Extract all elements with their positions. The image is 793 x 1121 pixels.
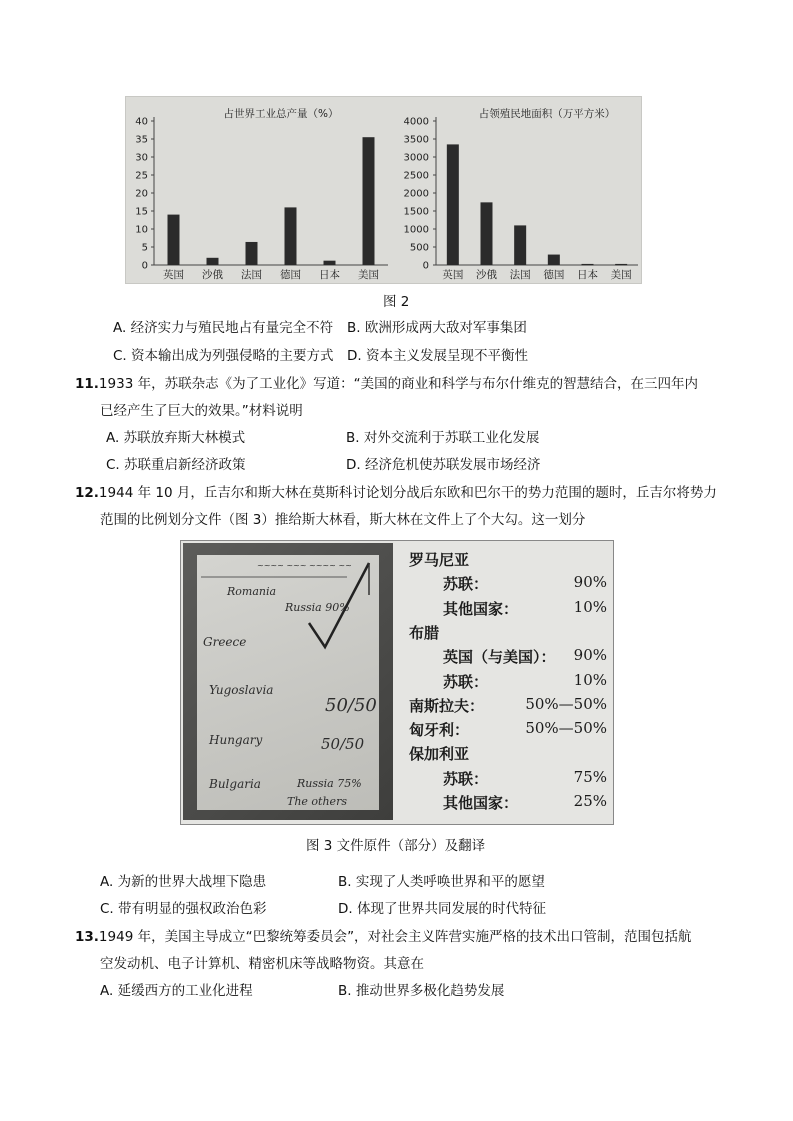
q13-option-b: B. 推动世界多极化趋势发展 — [338, 983, 505, 999]
y-tick-label: 0 — [141, 260, 148, 272]
chart-title: 占世界工业总产量（%） — [223, 108, 339, 120]
translation-value: 75% — [573, 767, 607, 786]
translation-label: 布腊 — [409, 623, 440, 642]
q12-stem-line-1 — [75, 483, 717, 503]
figure-3-caption: 图 3 文件原件（部分）及翻译 — [306, 838, 486, 854]
bar-2 — [481, 202, 493, 265]
q13-stem-text-1: 1949 年，美国主导成立“巴黎统筹委员会”，对社会主义阵营实施严格的技术出口管制，范围包括航 — [98, 929, 692, 945]
translation-label: 南斯拉夫： — [409, 696, 485, 715]
translation-value: 90% — [573, 646, 607, 665]
q12-stem-text-1: 1944 年 10 月，丘吉尔和斯大林在莫斯科讨论划分战后东欧和巴尔干的势力范围的题时，丘吉尔将势力 — [98, 485, 717, 501]
q11-option-a: A. 苏联放弃斯大林模式 — [106, 430, 246, 446]
q13-stem-line-2: 空发动机、电子计算机、精密机床等战略物资。其意在 — [100, 956, 424, 972]
y-tick-label: 2500 — [403, 170, 429, 182]
q12-option-d: D. 体现了世界共同发展的时代特征 — [338, 901, 546, 917]
bar-5 — [582, 264, 594, 266]
q11-stem-line-2: 已经产生了巨大的效果。”材料说明 — [100, 403, 303, 419]
y-tick-label: 15 — [135, 206, 148, 218]
handwriting-hungary: Hungary — [209, 733, 263, 747]
y-tick-label: 3000 — [403, 152, 429, 164]
category-label: 美国 — [358, 269, 379, 281]
bar-4 — [285, 207, 297, 265]
y-tick-label: 20 — [135, 188, 148, 200]
figure-3-paper — [197, 555, 379, 810]
chart-title: 占领殖民地面积（万平方米） — [478, 108, 616, 120]
handwriting-russia-75: Russia 75% — [297, 777, 362, 790]
handwriting-greece: Greece — [203, 635, 247, 649]
y-tick-label: 5 — [141, 242, 148, 254]
handwriting-hungary-ratio: 50/50 — [321, 735, 365, 753]
q10-option-d: D. 资本主义发展呈现不平衡性 — [347, 348, 528, 364]
translation-label: 匈牙利： — [409, 721, 470, 740]
q13-number: 13. — [75, 929, 99, 945]
bar-6 — [363, 137, 375, 265]
translation-label: 罗马尼亚 — [409, 551, 470, 569]
figure-2 — [125, 96, 642, 284]
q11-stem-text-1: 1933 年，苏联杂志《为了工业化》写道：“美国的商业和科学与布尔什维克的智慧结合，在三四年内 — [98, 376, 699, 392]
translation-value: 10% — [573, 670, 607, 689]
category-label: 法国 — [241, 269, 262, 281]
category-label: 法国 — [509, 269, 531, 281]
bar-1 — [168, 215, 180, 265]
category-label: 英国 — [163, 269, 184, 281]
bar-2 — [207, 258, 219, 265]
y-tick-label: 40 — [135, 116, 148, 128]
y-tick-label: 25 — [135, 170, 148, 182]
handwriting-the-others: The others — [287, 795, 347, 808]
q10-option-a: A. 经济实力与殖民地占有量完全不符 — [113, 320, 334, 336]
figure-2-charts — [126, 97, 641, 283]
q13-option-a: A. 延缓西方的工业化进程 — [100, 983, 253, 999]
translation-label: 苏联： — [443, 672, 489, 691]
translation-label: 其他国家： — [443, 794, 519, 812]
q13-stem-line-1 — [75, 927, 692, 947]
q11-option-b: B. 对外交流利于苏联工业化发展 — [346, 430, 540, 446]
translation-value: 50%—50% — [525, 694, 607, 713]
q11-stem-line-1 — [75, 374, 698, 394]
translation-label: 苏联： — [443, 575, 489, 594]
translation-label: 保加利亚 — [409, 745, 470, 764]
category-label: 英国 — [442, 269, 464, 281]
stalin-tick-mark — [197, 555, 379, 810]
handwriting-russia-90: Russia 90% — [285, 601, 350, 614]
category-label: 德国 — [280, 269, 301, 281]
figure-3 — [180, 540, 614, 825]
handwriting-bulgaria: Bulgaria — [209, 777, 261, 791]
figure-2-caption: 图 2 — [383, 294, 410, 310]
bar-4 — [548, 255, 560, 265]
q10-option-c: C. 资本输出成为列强侵略的主要方式 — [113, 348, 334, 364]
bar-5 — [324, 261, 336, 265]
category-label: 德国 — [543, 269, 565, 281]
translation-value: 25% — [573, 792, 607, 810]
y-tick-label: 30 — [135, 152, 148, 164]
y-tick-label: 0 — [422, 260, 429, 272]
category-label: 日本 — [577, 269, 598, 281]
handwriting-yugoslavia-ratio: 50/50 — [325, 695, 377, 716]
handwriting-romania: Romania — [227, 585, 277, 598]
y-tick-label: 2000 — [403, 188, 429, 200]
q12-stem-line-2: 范围的比例划分文件（图 3）推给斯大林看，斯大林在文件上了个大勾。这一划分 — [100, 512, 586, 528]
y-tick-label: 1500 — [403, 206, 429, 218]
y-tick-label: 1000 — [403, 224, 429, 236]
q11-option-c: C. 苏联重启新经济政策 — [106, 457, 246, 473]
bar-6 — [615, 264, 627, 266]
figure-3-document-photo — [183, 543, 393, 820]
y-tick-label: 4000 — [403, 116, 429, 128]
y-tick-label: 35 — [135, 134, 148, 146]
translation-value: 10% — [573, 597, 607, 616]
chart-industrial-output — [135, 107, 388, 281]
category-label: 日本 — [319, 269, 340, 281]
q12-option-c: C. 带有明显的强权政治色彩 — [100, 901, 267, 917]
category-label: 沙俄 — [202, 269, 223, 281]
q12-option-b: B. 实现了人类呼唤世界和平的愿望 — [338, 874, 545, 890]
y-tick-label: 10 — [135, 224, 148, 236]
translation-value: 50%—50% — [525, 719, 607, 738]
handwriting-note: ~~~~ ~~~ ~~~~ ~~ — [257, 561, 352, 570]
q12-option-a: A. 为新的世界大战埋下隐患 — [100, 874, 267, 890]
translation-label: 英国（与美国）： — [443, 648, 556, 667]
category-label: 沙俄 — [476, 269, 497, 281]
translation-label: 苏联： — [443, 769, 489, 788]
y-tick-label: 3500 — [403, 134, 429, 146]
bar-3 — [246, 242, 258, 265]
translation-value: 90% — [573, 573, 607, 592]
q11-number: 11. — [75, 376, 99, 392]
q10-option-b: B. 欧洲形成两大敌对军事集团 — [347, 320, 527, 336]
chart-colony-area — [404, 107, 638, 281]
bar-1 — [447, 144, 459, 265]
handwriting-yugoslavia: Yugoslavia — [209, 683, 274, 697]
category-label: 美国 — [610, 269, 632, 281]
y-tick-label: 500 — [409, 242, 429, 254]
q12-number: 12. — [75, 485, 99, 501]
bar-3 — [514, 225, 526, 265]
q11-option-d: D. 经济危机使苏联发展市场经济 — [346, 457, 541, 473]
translation-label: 其他国家： — [443, 599, 519, 618]
